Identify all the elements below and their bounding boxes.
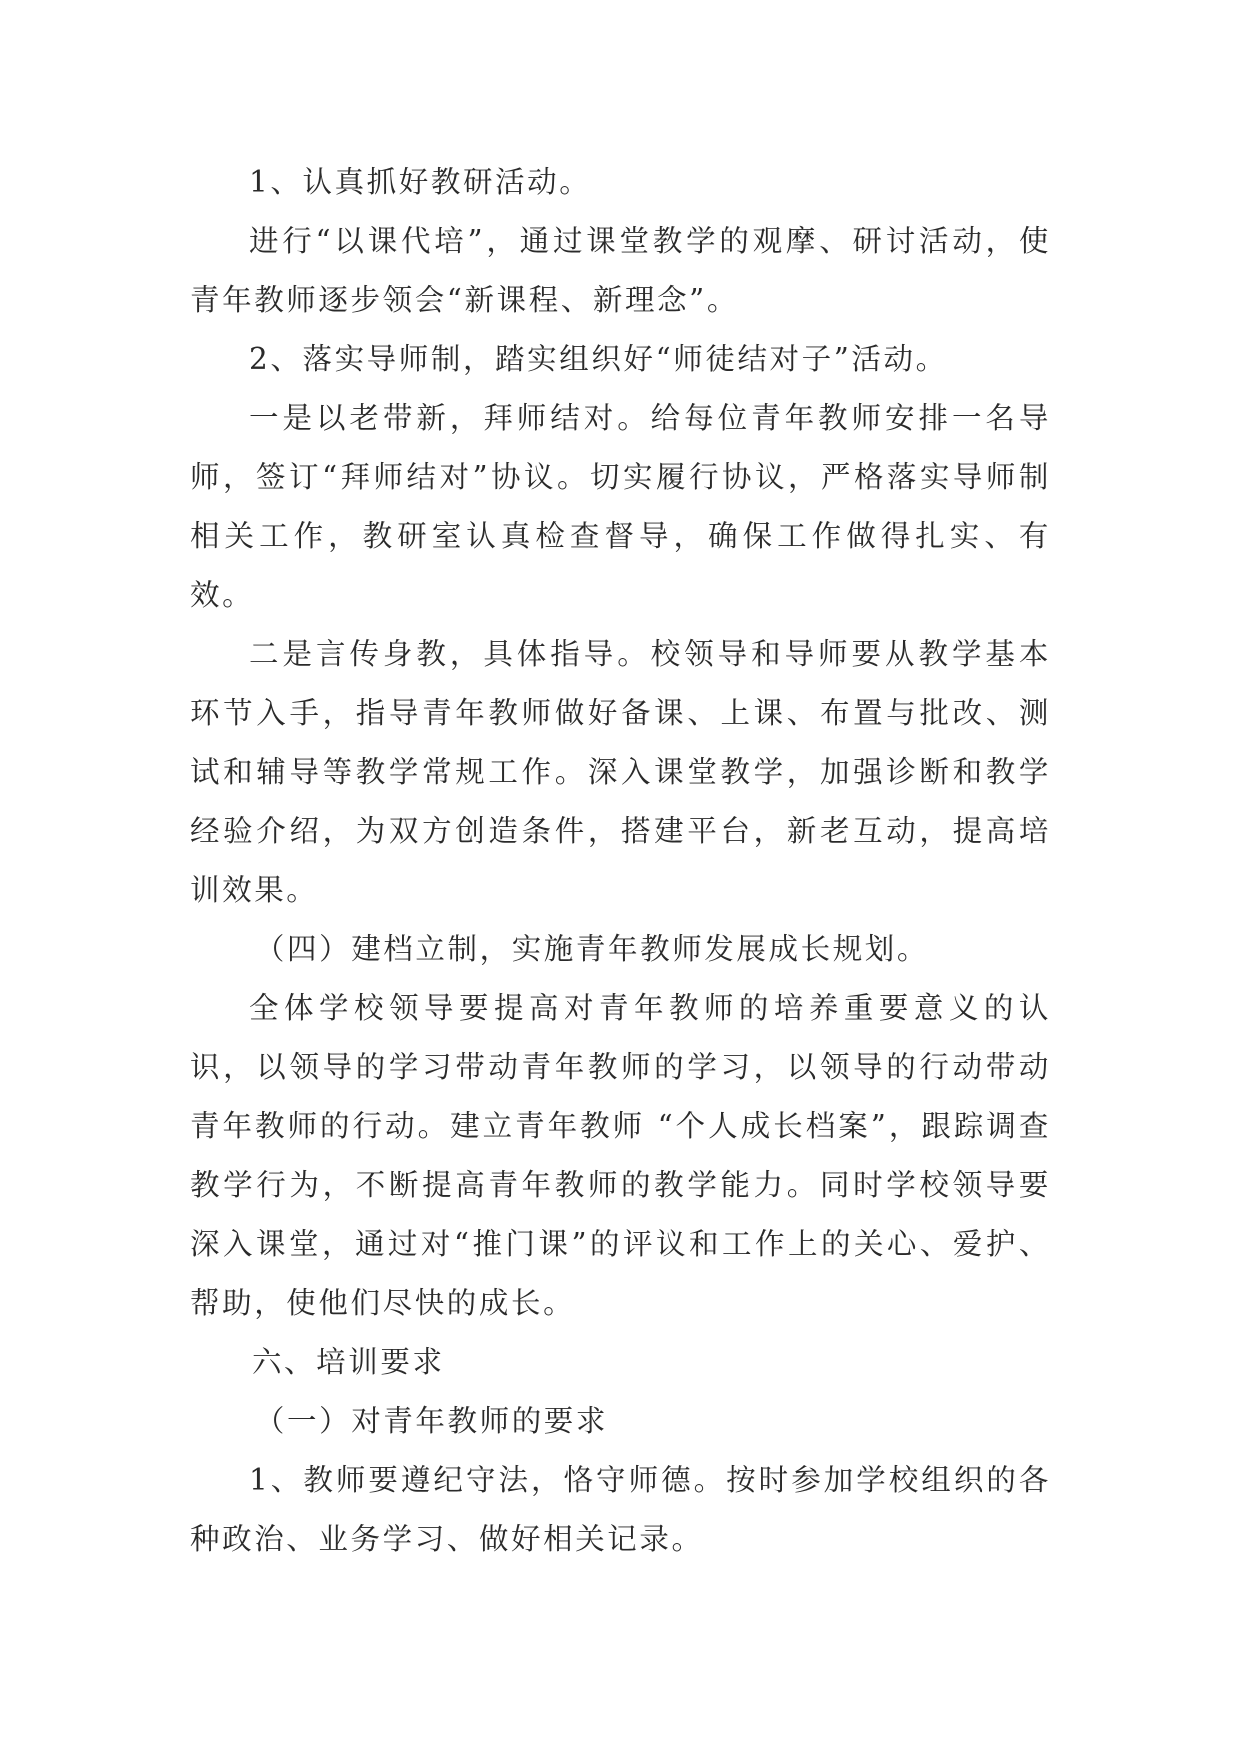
paragraph-lesson-training: 进行“以课代培”，通过课堂教学的观摩、研讨活动，使青年教师逐步领会“新课程、新理念”。 xyxy=(190,224,1051,317)
document-body xyxy=(190,153,1051,1569)
paragraph-discipline: 1、教师要遵纪守法，恪守师德。按时参加学校组织的各种政治、业务学习、做好相关记录。 xyxy=(190,1463,1051,1556)
paragraph-mentor-system: 2、落实导师制，踏实组织好“师徒结对子”活动。 xyxy=(249,342,948,376)
paragraph-growth-planning: 全体学校领导要提高对青年教师的培养重要意义的认识，以领导的学习带动青年教师的学习，以领导的行动带动青年教师的行动。建立青年教师 “个人成长档案”，跟踪调查教学行为，不断提高青年教师的教学能力。同时学校领导要深入课堂，通过对“推门课”的评议和工作上的关心、爱护、帮助，使他们尽快的成长。 xyxy=(190,991,1051,1320)
paragraph-requirements-heading: （一）对青年教师的要求 xyxy=(254,1404,608,1438)
paragraph-section-six-heading: 六、培训要求 xyxy=(251,1345,445,1379)
paragraph-section-four-heading: （四）建档立制，实施青年教师发展成长规划。 xyxy=(254,932,929,966)
paragraph-guidance: 二是言传身教，具体指导。校领导和导师要从教学基本环节入手，指导青年教师做好备课、上课、布置与批改、测试和辅导等教学常规工作。深入课堂教学，加强诊断和教学经验介绍，为双方创造条件，搭建平台，新老互动，提高培训效果。 xyxy=(190,637,1051,907)
paragraph-old-with-new: 一是以老带新，拜师结对。给每位青年教师安排一名导师，签订“拜师结对”协议。切实履行协议，严格落实导师制相关工作，教研室认真检查督导，确保工作做得扎实、有效。 xyxy=(190,401,1051,612)
paragraph-teaching-research: 1、认真抓好教研活动。 xyxy=(249,165,592,199)
